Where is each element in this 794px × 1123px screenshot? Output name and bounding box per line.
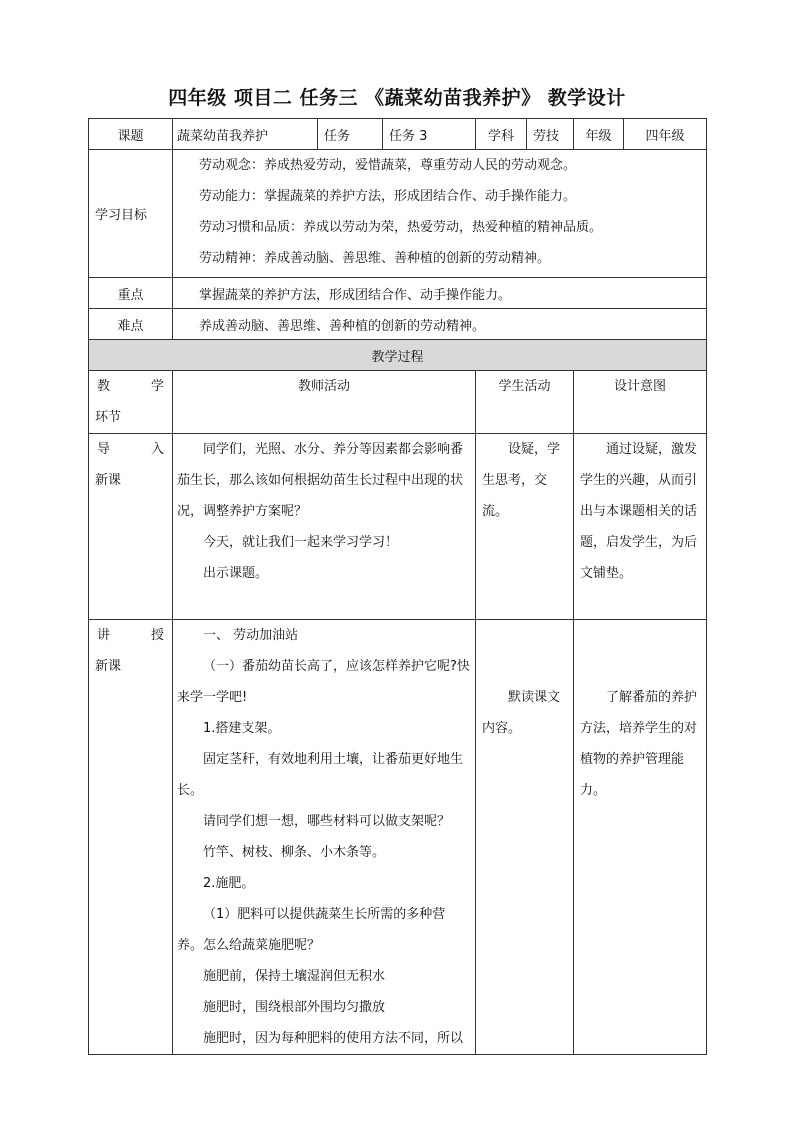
lecture-stage-char-2: 授 xyxy=(150,628,164,643)
intro-stage-char-3: 新课 xyxy=(95,473,122,488)
intro-stage xyxy=(89,434,173,620)
intro-teacher-paragraph: 今天，就让我们一起来学习学习！ xyxy=(203,535,399,550)
process-header-row xyxy=(89,340,707,371)
topic-value: 蔬菜幼苗我养护 xyxy=(173,119,318,150)
stage-header-char-3: 环节 xyxy=(95,410,122,425)
lecture-design xyxy=(574,620,707,1055)
lecture-student xyxy=(476,620,574,1055)
lecture-student-text: 默读课文内容。 xyxy=(482,690,561,736)
intro-student xyxy=(476,434,574,620)
difficulty-label: 难点 xyxy=(89,309,173,340)
task-value: 任务 3 xyxy=(383,119,476,150)
lecture-teacher xyxy=(173,620,476,1055)
lecture-stage-char-1: 讲 xyxy=(97,628,111,643)
difficulty-text: 养成善动脑、善思维、善种植的创新的劳动精神。 xyxy=(173,309,707,340)
intro-teacher-paragraph: 出示课题。 xyxy=(203,566,269,581)
page-title: 四年级 项目二 任务三 《蔬菜幼苗我养护》 教学设计 xyxy=(168,87,626,109)
intro-design xyxy=(574,434,707,620)
subject-value: 劳技 xyxy=(527,119,574,150)
intro-stage-char-1: 导 xyxy=(97,442,111,457)
info-row xyxy=(89,119,707,150)
column-header-row xyxy=(89,371,707,434)
task-label: 任务 xyxy=(318,119,383,150)
lecture-teacher-paragraph: 2.施肥。 xyxy=(203,876,255,891)
objectives-row xyxy=(89,150,707,278)
objectives-content xyxy=(173,150,707,278)
objective-item: 劳动精神：养成善动脑、善思维、善种植的创新的劳动精神。 xyxy=(199,251,551,266)
intro-teacher-paragraph: 同学们，光照、水分、养分等因素都会影响番茄生长，那么该如何根据幼苗生长过程中出现的状况，调整养护方案呢？ xyxy=(177,442,464,519)
lecture-teacher-paragraph: 施肥时，因为每种肥料的使用方法不同，所以 xyxy=(203,1031,464,1046)
lecture-design-text: 了解番茄的养护方法，培养学生的对植物的养护管理能力。 xyxy=(580,690,698,798)
lecture-teacher-paragraph: （1）肥料可以提供蔬菜生长所需的多种营养。怎么给蔬菜施肥呢？ xyxy=(177,907,446,953)
intro-design-text: 通过设疑，激发学生的兴趣，从而引出与本课题相关的话题，启发学生，为后文铺垫。 xyxy=(580,442,698,581)
objectives-label: 学习目标 xyxy=(89,150,173,278)
key-point-label: 重点 xyxy=(89,278,173,309)
process-header: 教学过程 xyxy=(89,340,707,371)
lecture-teacher-paragraph: 施肥时，围绕根部外围均匀撒放 xyxy=(203,1000,386,1015)
key-point-row xyxy=(89,278,707,309)
design-header: 设计意图 xyxy=(574,371,707,434)
grade-label: 年级 xyxy=(574,119,624,150)
subject-label: 学科 xyxy=(476,119,527,150)
key-point-text: 掌握蔬菜的养护方法，形成团结合作、动手操作能力。 xyxy=(173,278,707,309)
stage-header-char-2: 学 xyxy=(150,379,164,394)
lecture-teacher-paragraph: 一、 劳动加油站 xyxy=(203,628,299,643)
lecture-teacher-paragraph: 请同学们想一想，哪些材料可以做支架呢？ xyxy=(203,814,451,829)
difficulty-row xyxy=(89,309,707,340)
lecture-stage xyxy=(89,620,173,1055)
objective-item: 劳动观念：养成热爱劳动，爱惜蔬菜，尊重劳动人民的劳动观念。 xyxy=(199,158,577,173)
intro-stage-char-2: 入 xyxy=(150,442,164,457)
grade-value: 四年级 xyxy=(624,119,707,150)
lecture-teacher-paragraph: 固定茎秆，有效地利用土壤，让番茄更好地生长。 xyxy=(177,752,464,798)
intro-student-text: 设疑，学生思考，交流。 xyxy=(482,442,561,519)
topic-label: 课题 xyxy=(89,119,173,150)
stage-header xyxy=(89,371,173,434)
lecture-teacher-paragraph: 竹竿、树枝、柳条、小木条等。 xyxy=(203,845,386,860)
lecture-teacher-paragraph: （一）番茄幼苗长高了，应该怎样养护它呢?快来学一学吧! xyxy=(177,659,470,705)
intro-row xyxy=(89,434,707,620)
lecture-teacher-paragraph: 施肥前，保持土壤湿润但无积水 xyxy=(203,969,386,984)
lesson-plan-table xyxy=(88,118,707,1055)
student-header: 学生活动 xyxy=(476,371,574,434)
lecture-row xyxy=(89,620,707,1055)
intro-teacher xyxy=(173,434,476,620)
lecture-teacher-paragraph: 1.搭建支架。 xyxy=(203,721,281,736)
stage-header-char-1: 教 xyxy=(97,379,111,394)
lecture-stage-char-3: 新课 xyxy=(95,659,122,674)
objective-item: 劳动习惯和品质：养成以劳动为荣，热爱劳动，热爱种植的精神品质。 xyxy=(199,220,603,235)
teacher-header: 教师活动 xyxy=(173,371,476,434)
objective-item: 劳动能力：掌握蔬菜的养护方法，形成团结合作、动手操作能力。 xyxy=(199,189,577,204)
